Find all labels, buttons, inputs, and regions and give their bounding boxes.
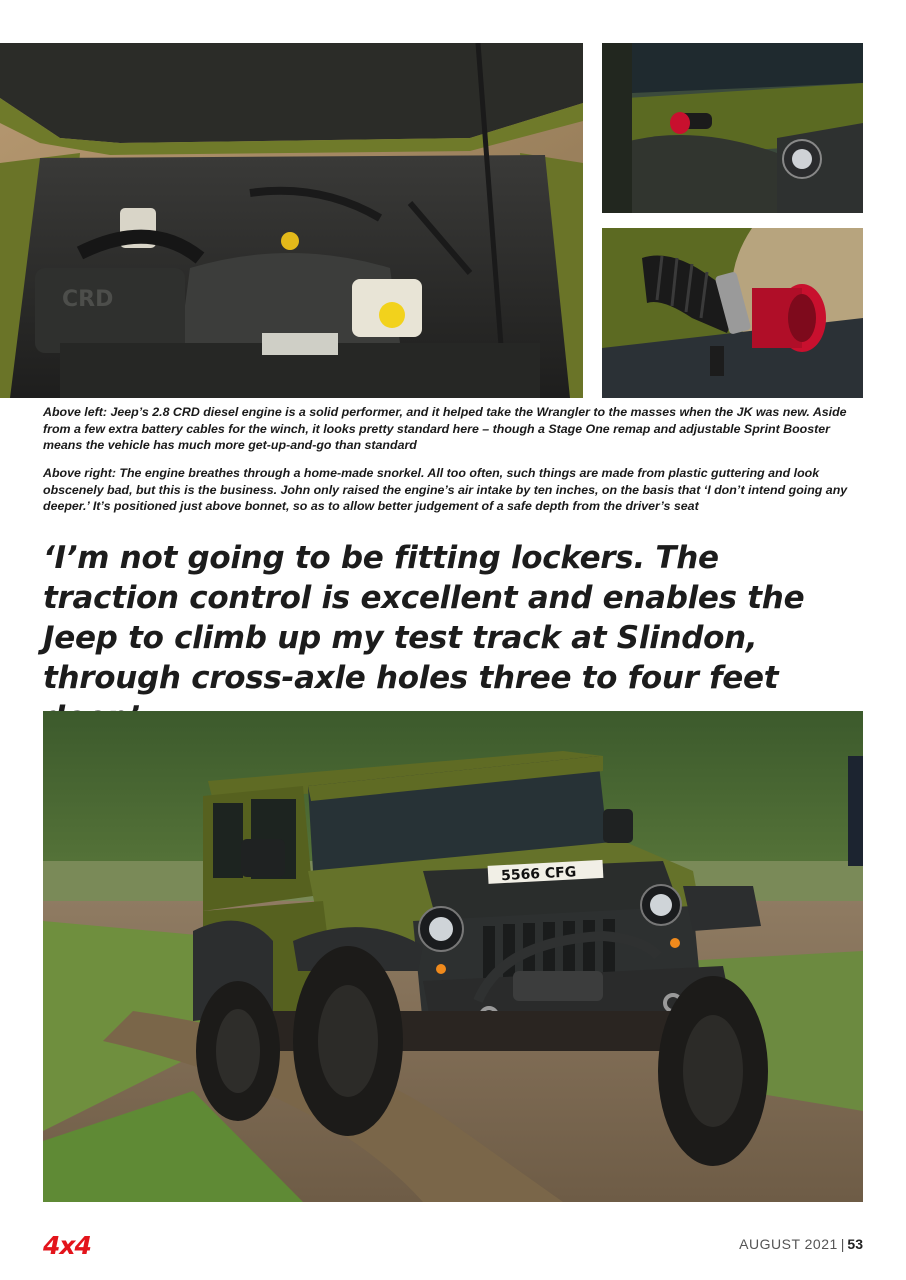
- crd-badge: CRD: [62, 287, 114, 312]
- issue-date: AUGUST 2021: [739, 1236, 838, 1252]
- engine-bay-photo: [0, 43, 583, 398]
- snorkel-front-photo: [602, 43, 863, 213]
- magazine-logo: 4x4: [43, 1231, 91, 1260]
- page-folio: [739, 1236, 863, 1252]
- pull-quote: ‘I’m not going to be fitting lockers. The traction control is excellent and enables the Jeep to climb up my test track at Slindon, through cross-axle holes three to four feet: [43, 540, 805, 696]
- jeep-offroad-photo: [43, 711, 863, 1202]
- caption-above-right: Above right: The engine breathes through a home-made snorkel. All too often, such things are made from plastic guttering and look obscenely bad, but this is the business. John only raised the engine’s air intake by ten inches, on the basis that ‘I don’t intend going any deeper.’ It’s positioned just above bonnet, so as to allow better judgement of a safe depth from the driver’s seat: [43, 466, 848, 513]
- number-plate: 5566 CFG: [500, 864, 577, 885]
- page-number: 53: [847, 1236, 863, 1252]
- folio-separator: |: [840, 1236, 845, 1252]
- snorkel-closeup-photo: [602, 228, 863, 398]
- caption-above-left: Above left: Jeep’s 2.8 CRD diesel engine is a solid performer, and it helped take the Wrangler to the masses when the JK was new. Aside from a few extra battery cables for the winch, it looks pretty standard here – though a Stage One remap and adjustable Sprint Booster means the vehicle has much more get-up-and-go than standard: [43, 405, 847, 452]
